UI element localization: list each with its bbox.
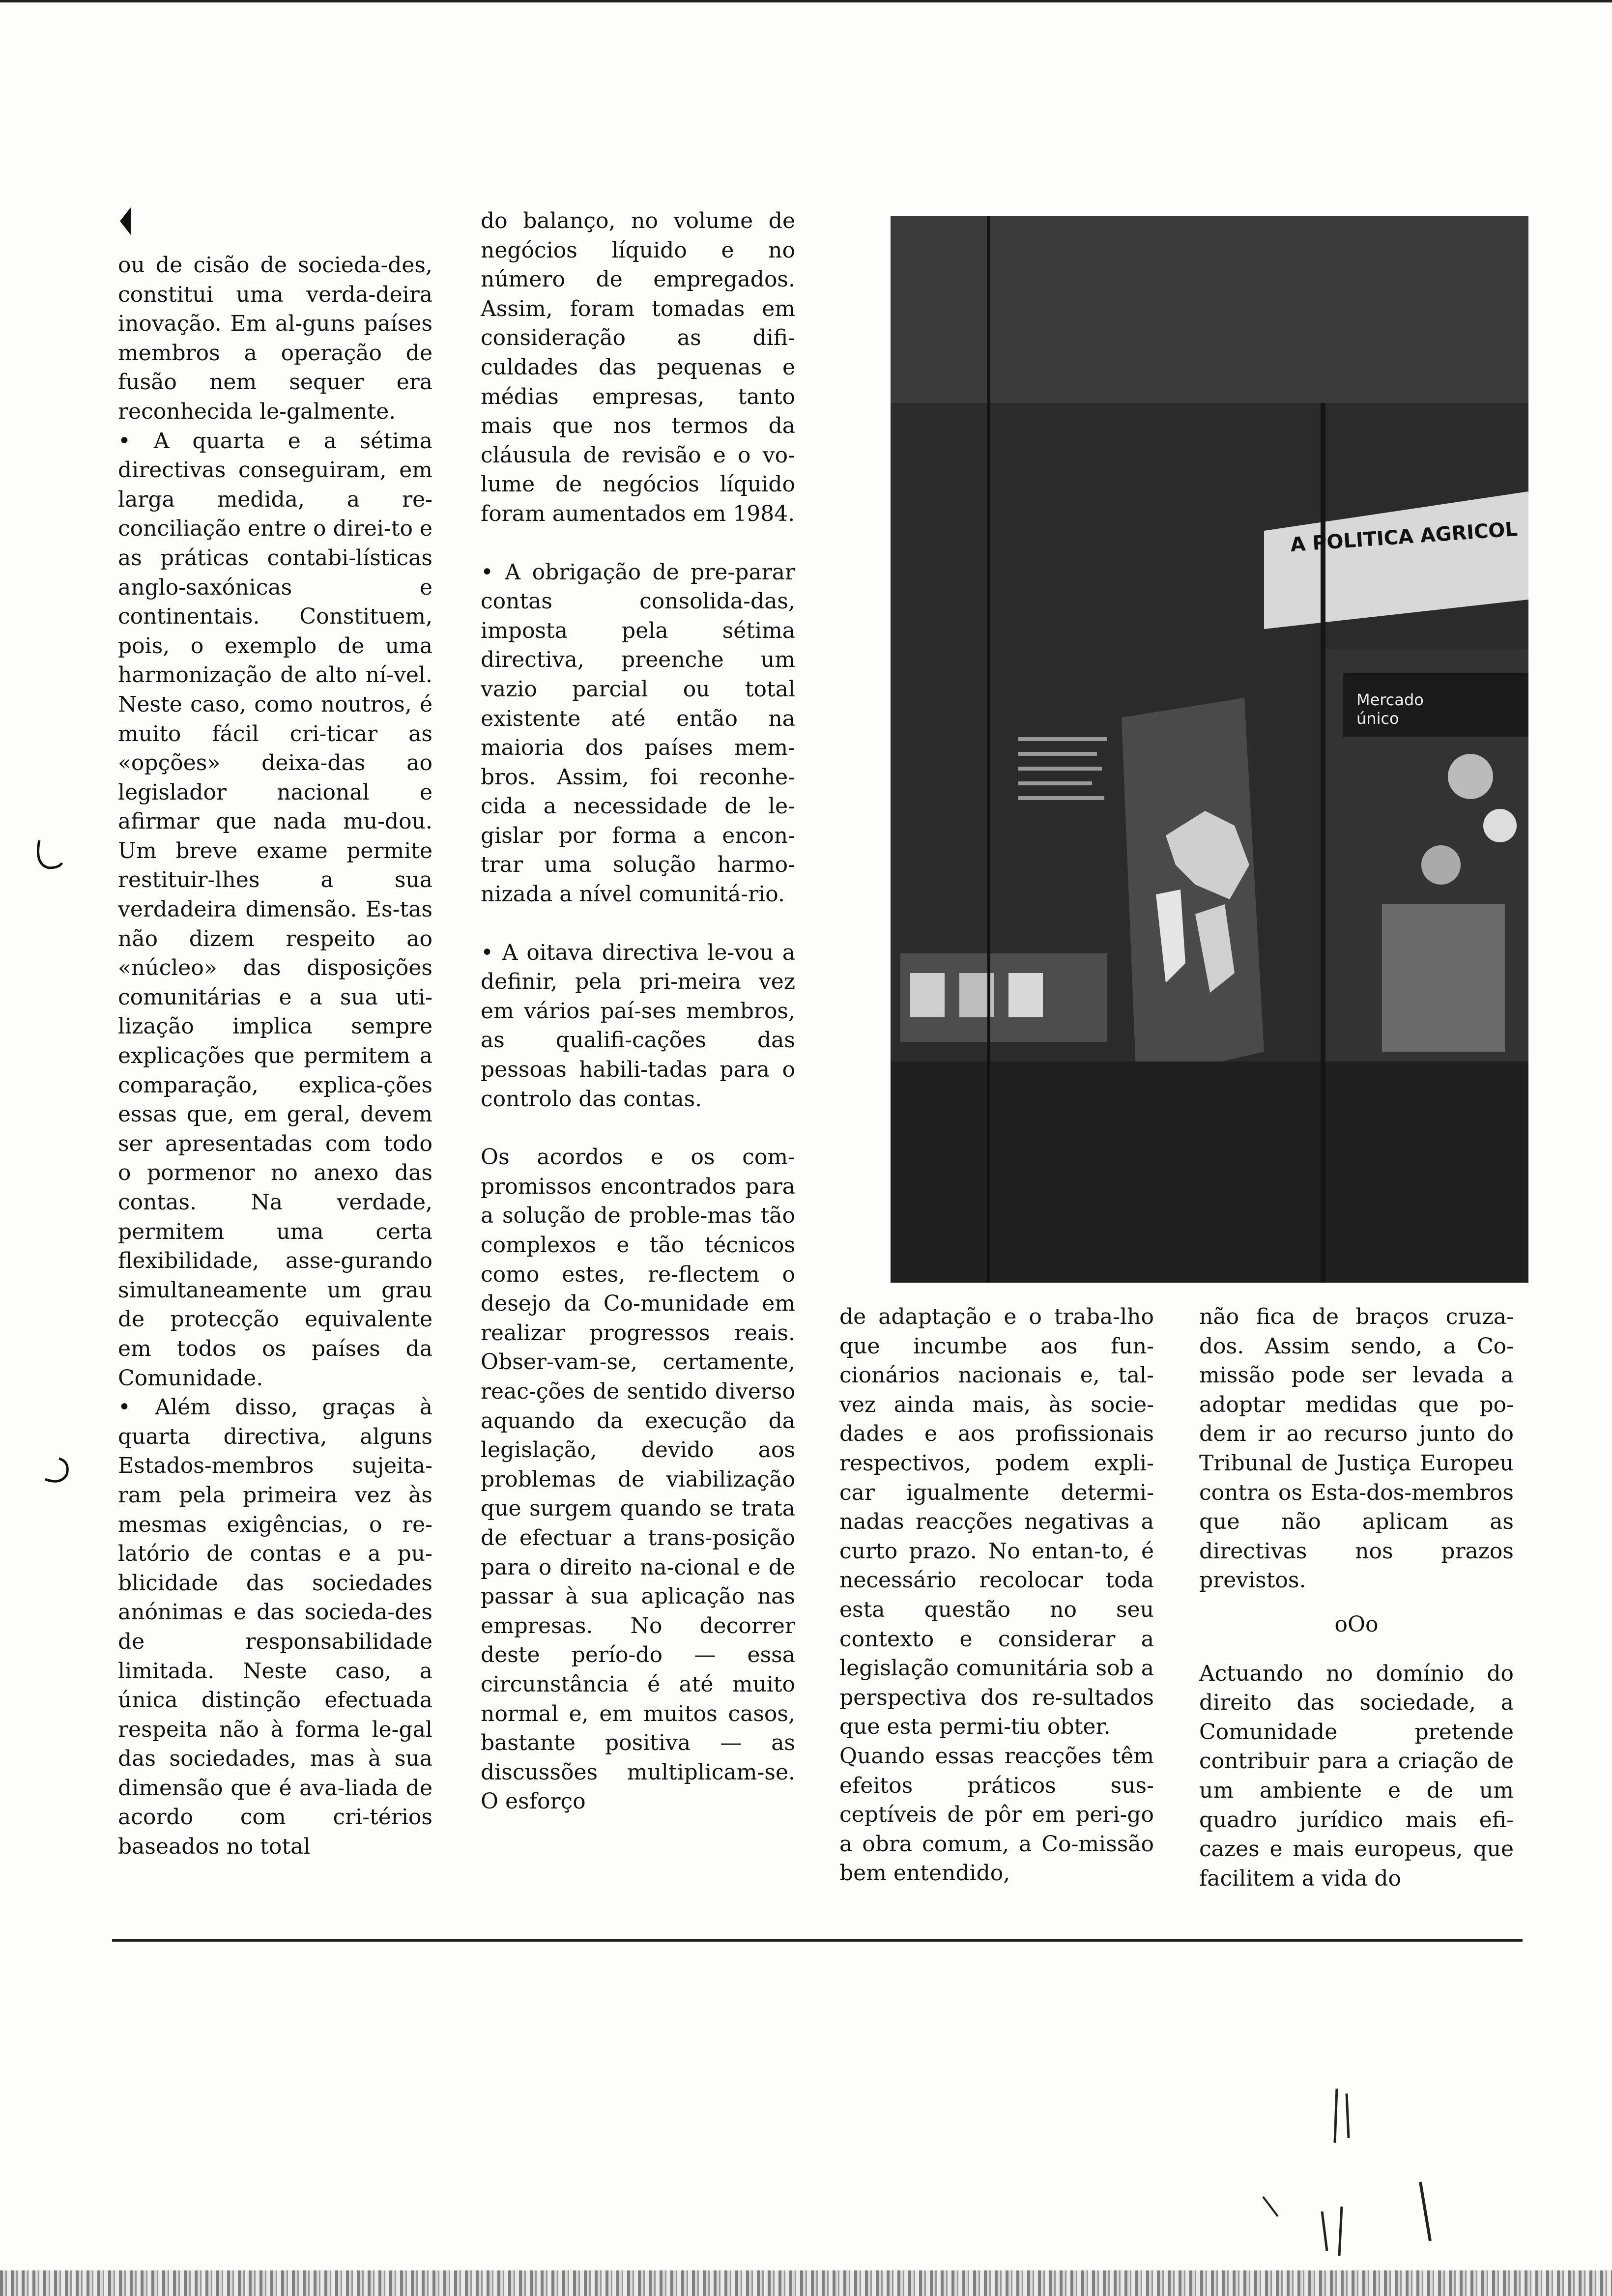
paragraph: Os acordos e os com-promissos encontrados para a solução de proble-mas tão complexos e tão técnicos como estes, re-flectem o desejo da Co-munidade em realizar progressos reais. Obser-vam-se, certamente, reac-ções de sentido diverso aquando da execução da legislação, devido aos problemas de viabilização que surgem quando se trata de efectuar a trans-posição para o direito na-cional e de passar à sua aplicação nas empresas. No decorrer deste perío-do — essa circunstância é até muito normal e, em muitos casos, bastante positiva — as discussões multiplicam-se. O esforço	[481, 1145, 795, 1814]
article-column-1	[118, 251, 432, 1862]
sign-line: único	[1356, 709, 1399, 728]
paragraph: Quando essas reacções têm efeitos práticos sus-ceptíveis de pôr em peri-go a obra comum, a Co-missão bem entendido,	[839, 1743, 1154, 1886]
paragraph: • A oitava directiva le-vou a definir, pela pri-meira vez em vários paí-ses membros, as qualifi-cações das pessoas habili-tadas para o controlo das contas.	[481, 940, 795, 1112]
exhibition-photo	[891, 216, 1528, 1283]
article-column-2	[481, 206, 795, 1816]
hole-punch-mark	[39, 1455, 79, 1496]
bottom-rule	[112, 1939, 1523, 1942]
bullet-arrow-icon	[117, 206, 137, 238]
scan-edge-noise	[0, 2270, 1612, 2296]
section-separator: oOo	[1334, 1611, 1379, 1637]
paragraph: do balanço, no volume de negócios líquido e no número de empregados. Assim, foram tomadas em consideração as difi-culdades das pequenas e médias empresas, tanto mais que nos termos da cláusula de revisão e o vo-lume de negócios líquido foram aumentados em 1984.	[481, 208, 795, 526]
paragraph: não fica de braços cruza-dos. Assim sendo, a Co-missão pode ser levada a adoptar medidas que po-dem ir ao recurso junto do Tribunal de Justiça Europeu contra os Esta-dos-membros que não aplicam as directivas nos prazos previstos.	[1199, 1304, 1514, 1593]
paragraph: ou de cisão de socieda-des, constitui uma verda-deira inovação. Em al-guns países membros a operação de fusão nem sequer era reconhecida le-galmente.	[118, 253, 432, 424]
article-column-4	[1199, 1302, 1514, 1893]
paragraph: • A obrigação de pre-parar contas consolida-das, imposta pela sétima directiva, preenche um vazio parcial ou total existente até então na maioria dos países mem-bros. Assim, foi reconhe-cida a necessidade de le-gislar por forma a encon-trar uma solução harmo-nizada a nível comunitá-rio.	[481, 559, 795, 907]
sign-line: Mercado	[1356, 690, 1424, 709]
sign-caption	[1356, 690, 1424, 728]
pen-scribble-mark	[1248, 2084, 1474, 2263]
paragraph: • Além disso, graças à quarta directiva, alguns Estados-membros sujeita-ram pela primeira vez às mesmas exigências, o re-latório de contas e a pu-blicidade das sociedades anónimas e das socieda-des de responsabilidade limitada. Neste caso, a única distinção efectuada respeita não à forma le-gal das sociedades, mas à sua dimensão que é ava-liada de acordo com cri-térios baseados no total	[118, 1395, 432, 1860]
paragraph: • A quarta e a sétima directivas conseguiram, em larga medida, a re-conciliação entre o direi-to e as práticas contabi-lísticas anglo-saxónicas e continentais. Constituem, pois, o exemplo de uma harmonização de alto ní-vel. Neste caso, como noutros, é muito fácil cri-ticar as «opções» deixa-das ao legislador nacional e afirmar que nada mu-dou. Um breve exame permite restituir-lhes a sua verdadeira dimensão. Es-tas não dizem respeito ao «núcleo» das disposições comunitárias e a sua uti-lização implica sempre explicações que permitem a comparação, explica-ções essas que, em geral, devem ser apresentadas com todo o pormenor no anexo das contas. Na verdade, permitem uma certa flexibilidade, asse-gurando simultaneamente um grau de protecção equivalente em todos os países da Comunidade.	[118, 428, 432, 1391]
paragraph: Actuando no domínio do direito das sociedade, a Comunidade pretende contribuir para a criação de um ambiente e de um quadro jurídico mais efi-cazes e mais europeus, que facilitem a vida do	[1199, 1661, 1514, 1891]
hole-punch-mark	[29, 835, 69, 877]
paragraph: de adaptação e o traba-lho que incumbe aos fun-cionários nacionais e, tal-vez ainda mais, às socie-dades e aos profissionais respectivos, podem expli-car igualmente determi-nadas reacções negativas a curto prazo. No entan-to, é necessário recolocar toda esta questão no seu contexto e considerar a legislação comunitária sob a perspectiva dos re-sultados que esta permi-tiu obter.	[839, 1304, 1154, 1740]
article-column-3	[839, 1302, 1154, 1888]
top-rule	[0, 0, 1612, 2]
banner-caption: A POLITICA AGRICOL	[1289, 517, 1519, 557]
